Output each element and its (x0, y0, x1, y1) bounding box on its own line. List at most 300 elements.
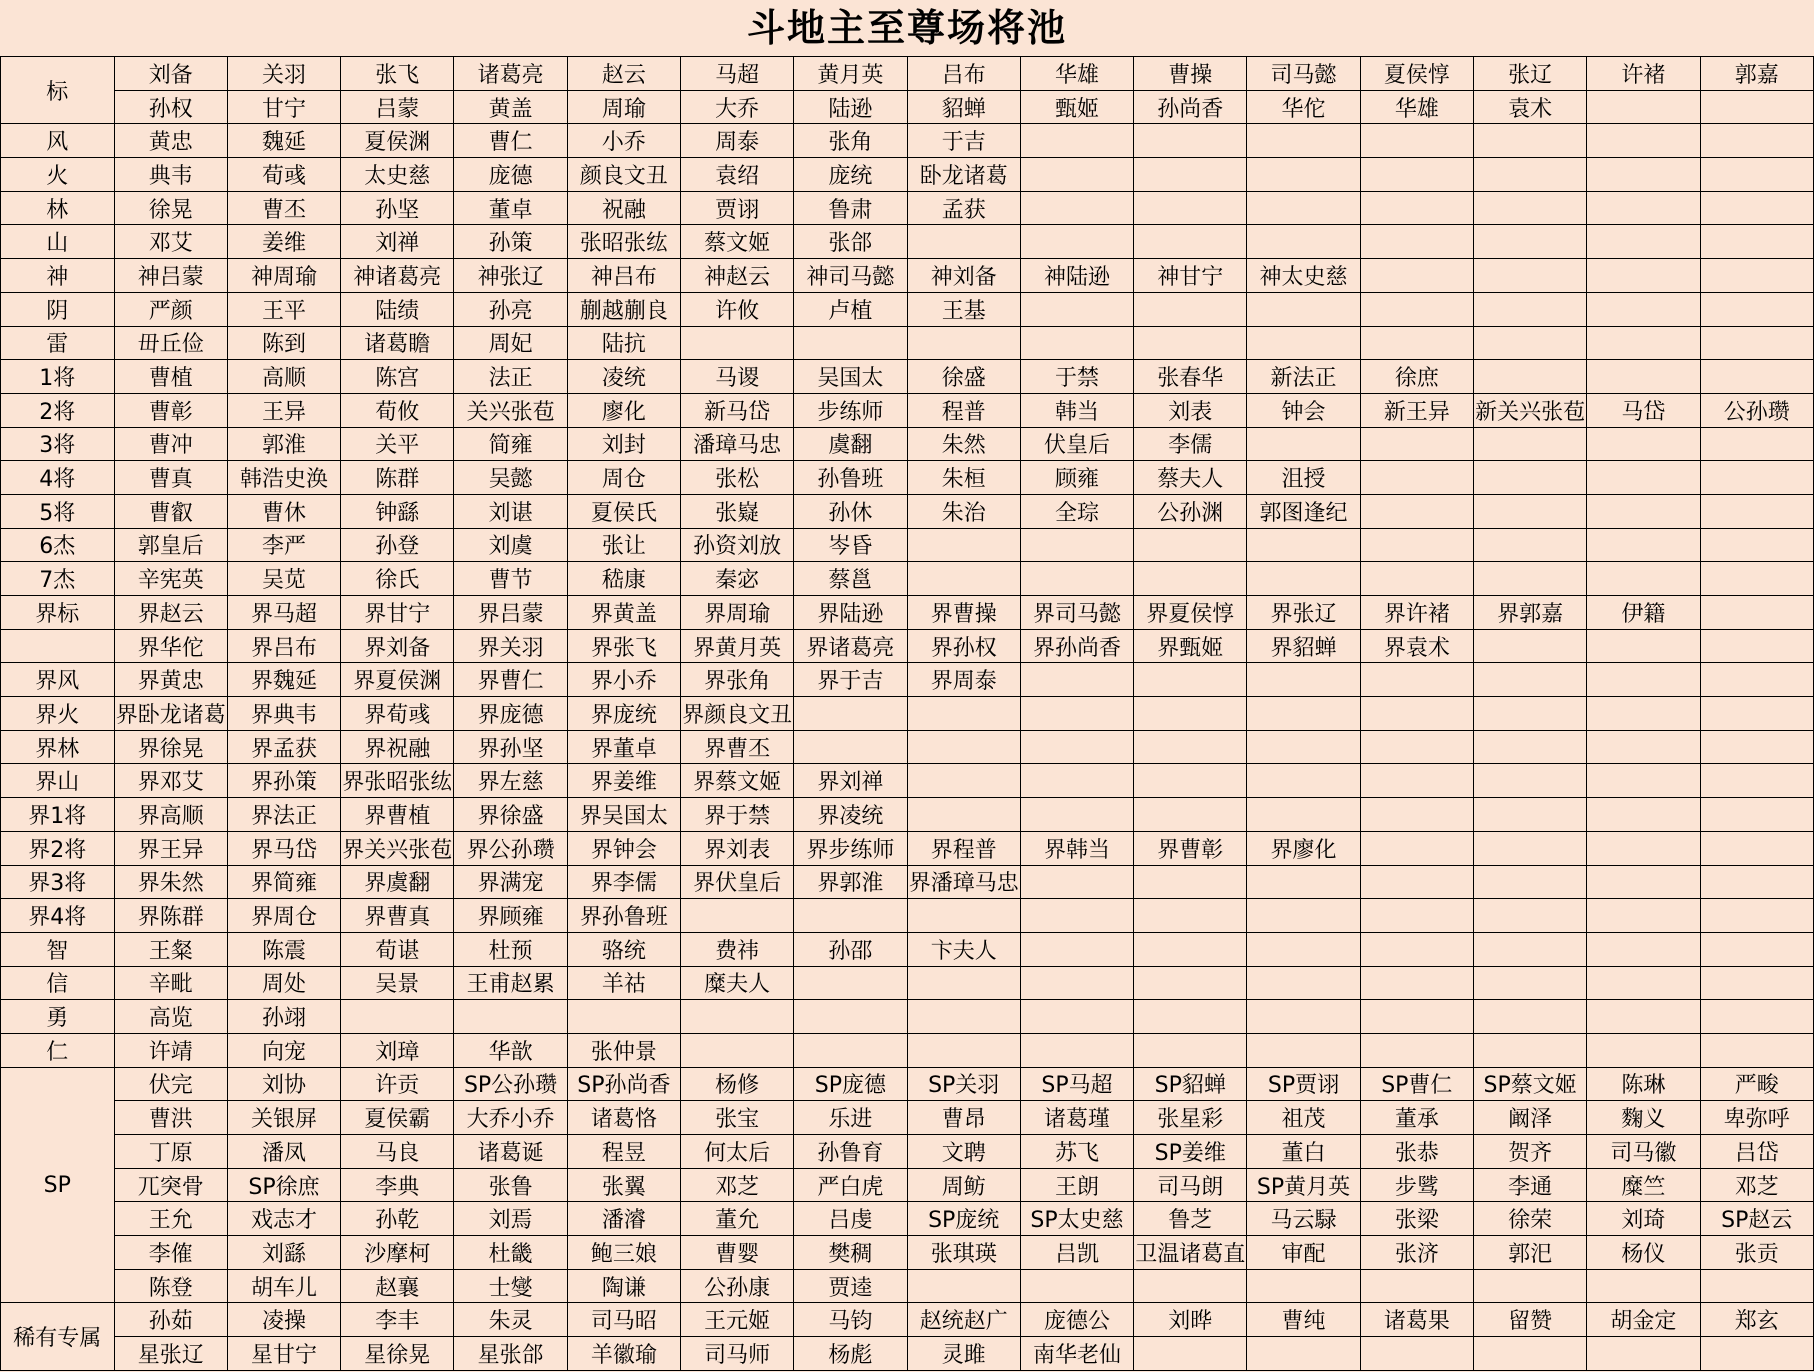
hero-cell: 马岱 (1587, 393, 1700, 427)
category-label: 界山 (1, 764, 115, 798)
category-label: 界3将 (1, 865, 115, 899)
hero-cell: 孙亮 (454, 292, 567, 326)
hero-cell (1587, 326, 1700, 360)
hero-cell: 司马朗 (1134, 1168, 1247, 1202)
table-row (1, 1303, 1814, 1337)
hero-cell: 李儒 (1134, 427, 1247, 461)
hero-cell: 糜夫人 (681, 966, 794, 1000)
hero-cell: 陆抗 (567, 326, 680, 360)
hero-cell (1473, 360, 1586, 394)
hero-cell: 程普 (907, 393, 1020, 427)
hero-cell (1700, 225, 1813, 259)
hero-cell: 界张辽 (1247, 596, 1360, 630)
hero-cell (1360, 225, 1473, 259)
hero-cell: 星甘宁 (227, 1337, 340, 1371)
hero-cell (1587, 697, 1700, 731)
hero-cell: 界于禁 (681, 798, 794, 832)
hero-cell: 虞翻 (794, 427, 907, 461)
category-label: 3将 (1, 427, 115, 461)
hero-cell: 周仓 (567, 461, 680, 495)
hero-cell: 庞德公 (1020, 1303, 1133, 1337)
hero-cell (1700, 663, 1813, 697)
hero-cell: 赵襄 (341, 1269, 454, 1303)
hero-cell: 董白 (1247, 1135, 1360, 1169)
hero-cell: 关银屏 (227, 1101, 340, 1135)
hero-cell: 王粲 (114, 932, 227, 966)
hero-cell: 卫温诸葛直 (1134, 1236, 1247, 1270)
hero-cell: SP关羽 (907, 1067, 1020, 1101)
category-label: 标 (1, 57, 115, 124)
hero-cell: 张松 (681, 461, 794, 495)
hero-cell: 诸葛瑾 (1020, 1101, 1133, 1135)
hero-cell (794, 1000, 907, 1034)
category-label (1, 629, 115, 663)
hero-cell (1700, 259, 1813, 293)
hero-cell (1247, 326, 1360, 360)
hero-cell: 界步练师 (794, 831, 907, 865)
hero-cell: 神吕蒙 (114, 259, 227, 293)
hero-cell: 界简雍 (227, 865, 340, 899)
hero-cell: 郭淮 (227, 427, 340, 461)
hero-cell: 邓芝 (1700, 1168, 1813, 1202)
hero-cell: 苏飞 (1020, 1135, 1133, 1169)
category-label: 信 (1, 966, 115, 1000)
hero-cell: 吴景 (341, 966, 454, 1000)
hero-cell: 界左慈 (454, 764, 567, 798)
hero-cell: 祖茂 (1247, 1101, 1360, 1135)
table-row (1, 158, 1814, 192)
hero-cell: 于吉 (907, 124, 1020, 158)
hero-cell: 界刘表 (681, 831, 794, 865)
hero-cell: SP徐庶 (227, 1168, 340, 1202)
hero-cell: 界华佗 (114, 629, 227, 663)
hero-cell: 张昭张纮 (567, 225, 680, 259)
hero-cell (1134, 225, 1247, 259)
hero-cell (907, 730, 1020, 764)
hero-cell: 界张昭张纮 (341, 764, 454, 798)
hero-cell: 张让 (567, 528, 680, 562)
hero-cell: 新王异 (1360, 393, 1473, 427)
hero-cell (1587, 562, 1700, 596)
hero-cell: 王平 (227, 292, 340, 326)
hero-cell: 界顾雍 (454, 899, 567, 933)
table-row (1, 831, 1814, 865)
hero-cell: 马谡 (681, 360, 794, 394)
hero-cell: 孙鲁班 (794, 461, 907, 495)
hero-cell (1473, 562, 1586, 596)
table-row (1, 528, 1814, 562)
hero-cell (1020, 528, 1133, 562)
hero-cell: 留赞 (1473, 1303, 1586, 1337)
hero-cell (1700, 292, 1813, 326)
hero-cell: 夏侯惇 (1360, 57, 1473, 91)
category-label: 火 (1, 158, 115, 192)
hero-cell (1473, 932, 1586, 966)
category-label: 6杰 (1, 528, 115, 562)
hero-cell: 张辽 (1473, 57, 1586, 91)
hero-cell: 赵统赵广 (907, 1303, 1020, 1337)
hero-cell (1020, 292, 1133, 326)
hero-cell: 孙邵 (794, 932, 907, 966)
hero-cell (907, 697, 1020, 731)
hero-cell (1587, 90, 1700, 124)
hero-cell (1247, 966, 1360, 1000)
hero-cell (1247, 562, 1360, 596)
hero-cell (794, 1033, 907, 1067)
category-label: 山 (1, 225, 115, 259)
hero-cell (1360, 124, 1473, 158)
hero-cell: 界典韦 (227, 697, 340, 731)
hero-cell: 貂蝉 (907, 90, 1020, 124)
hero-cell (1587, 124, 1700, 158)
hero-cell: 周妃 (454, 326, 567, 360)
hero-cell: 丁原 (114, 1135, 227, 1169)
hero-cell (681, 326, 794, 360)
hero-cell: 界颜良文丑 (681, 697, 794, 731)
hero-cell: 太史慈 (341, 158, 454, 192)
hero-cell (1587, 427, 1700, 461)
hero-cell (1360, 427, 1473, 461)
hero-cell (1700, 629, 1813, 663)
hero-cell (1700, 596, 1813, 630)
hero-cell (1700, 697, 1813, 731)
hero-cell (907, 899, 1020, 933)
hero-cell (1247, 225, 1360, 259)
hero-cell (1360, 966, 1473, 1000)
hero-cell: 星徐晃 (341, 1337, 454, 1371)
hero-cell: 鲁芝 (1134, 1202, 1247, 1236)
hero-cell (1020, 798, 1133, 832)
hero-cell: 界刘备 (341, 629, 454, 663)
hero-cell: 吕岱 (1700, 1135, 1813, 1169)
table-row (1, 259, 1814, 293)
hero-cell (1700, 798, 1813, 832)
hero-cell (1247, 730, 1360, 764)
hero-cell (1020, 697, 1133, 731)
hero-cell: 庞德 (454, 158, 567, 192)
hero-cell (1134, 730, 1247, 764)
hero-cell: 诸葛恪 (567, 1101, 680, 1135)
hero-cell (1134, 1033, 1247, 1067)
category-label: 7杰 (1, 562, 115, 596)
hero-cell (1247, 764, 1360, 798)
hero-cell: 界赵云 (114, 596, 227, 630)
hero-cell: 王朗 (1020, 1168, 1133, 1202)
hero-cell: 界曹丕 (681, 730, 794, 764)
hero-cell: 神张辽 (454, 259, 567, 293)
hero-cell: 大乔 (681, 90, 794, 124)
hero-cell: 曹操 (1134, 57, 1247, 91)
hero-cell: SP赵云 (1700, 1202, 1813, 1236)
hero-cell: 界马岱 (227, 831, 340, 865)
hero-cell: 界曹植 (341, 798, 454, 832)
hero-cell: 全琮 (1020, 494, 1133, 528)
hero-cell: 毌丘俭 (114, 326, 227, 360)
category-label: 2将 (1, 393, 115, 427)
table-row (1, 57, 1814, 91)
category-label: 界标 (1, 596, 115, 630)
hero-cell (1360, 292, 1473, 326)
hero-cell (1134, 764, 1247, 798)
hero-cell: 朱灵 (454, 1303, 567, 1337)
hero-cell: 简雍 (454, 427, 567, 461)
hero-cell (1587, 259, 1700, 293)
hero-cell: 界郭嘉 (1473, 596, 1586, 630)
hero-cell (1134, 899, 1247, 933)
category-label: 雷 (1, 326, 115, 360)
hero-cell (1360, 730, 1473, 764)
hero-cell: 严白虎 (794, 1168, 907, 1202)
hero-cell (1134, 1269, 1247, 1303)
category-label: 界4将 (1, 899, 115, 933)
hero-cell: 界曹仁 (454, 663, 567, 697)
category-label: 勇 (1, 1000, 115, 1034)
hero-cell: 胡金定 (1587, 1303, 1700, 1337)
hero-cell: 界吕蒙 (454, 596, 567, 630)
hero-cell (1587, 1033, 1700, 1067)
hero-cell: 关平 (341, 427, 454, 461)
hero-cell: 界刘禅 (794, 764, 907, 798)
hero-cell: 蔡邕 (794, 562, 907, 596)
hero-cell: 新法正 (1247, 360, 1360, 394)
hero-cell: 李傕 (114, 1236, 227, 1270)
table-row (1, 1236, 1814, 1270)
hero-cell (1587, 292, 1700, 326)
hero-cell (1473, 259, 1586, 293)
hero-cell: 马云騄 (1247, 1202, 1360, 1236)
hero-cell: 界卧龙诸葛 (114, 697, 227, 731)
hero-cell: 羊徽瑜 (567, 1337, 680, 1371)
hero-cell (907, 562, 1020, 596)
hero-cell (1700, 124, 1813, 158)
hero-cell: 灵雎 (907, 1337, 1020, 1371)
hero-cell (1247, 1269, 1360, 1303)
table-body (1, 57, 1814, 1371)
hero-cell: 兀突骨 (114, 1168, 227, 1202)
hero-cell: 神吕布 (567, 259, 680, 293)
table-row (1, 1101, 1814, 1135)
hero-cell: 韩当 (1020, 393, 1133, 427)
hero-cell (1360, 562, 1473, 596)
hero-cell (1700, 494, 1813, 528)
hero-cell (1700, 562, 1813, 596)
hero-cell (1587, 899, 1700, 933)
hero-cell: 审配 (1247, 1236, 1360, 1270)
hero-cell: 蒯越蒯良 (567, 292, 680, 326)
hero-cell (1360, 663, 1473, 697)
hero-cell (1134, 528, 1247, 562)
hero-cell: 邓艾 (114, 225, 227, 259)
hero-cell: 司马昭 (567, 1303, 680, 1337)
hero-cell: 糜竺 (1587, 1168, 1700, 1202)
hero-cell: 周瑜 (567, 90, 680, 124)
hero-cell: 界李儒 (567, 865, 680, 899)
hero-cell: 界关羽 (454, 629, 567, 663)
hero-cell: 袁绍 (681, 158, 794, 192)
table-row (1, 1033, 1814, 1067)
hero-cell: 董承 (1360, 1101, 1473, 1135)
hero-cell: SP姜维 (1134, 1135, 1247, 1169)
hero-cell: 许褚 (1587, 57, 1700, 91)
hero-cell: 曹纯 (1247, 1303, 1360, 1337)
hero-cell: 曹彰 (114, 393, 227, 427)
hero-cell: 曹仁 (454, 124, 567, 158)
category-label: 智 (1, 932, 115, 966)
hero-cell (1700, 326, 1813, 360)
hero-cell (794, 730, 907, 764)
hero-cell (1473, 798, 1586, 832)
hero-cell: 姜维 (227, 225, 340, 259)
hero-cell: 张贡 (1700, 1236, 1813, 1270)
hero-cell: 界孙权 (907, 629, 1020, 663)
hero-cell (1587, 1000, 1700, 1034)
hero-cell (1587, 494, 1700, 528)
hero-cell: 郭汜 (1473, 1236, 1586, 1270)
hero-cell: 孙登 (341, 528, 454, 562)
hero-cell (1473, 966, 1586, 1000)
hero-cell: 麴义 (1587, 1101, 1700, 1135)
category-label: 界2将 (1, 831, 115, 865)
hero-cell: 司马师 (681, 1337, 794, 1371)
table-row (1, 764, 1814, 798)
hero-cell: 曹休 (227, 494, 340, 528)
hero-cell (1247, 798, 1360, 832)
hero-cell: 刘封 (567, 427, 680, 461)
hero-cell: 伏皇后 (1020, 427, 1133, 461)
hero-cell: 华雄 (1360, 90, 1473, 124)
hero-cell: 潘璋马忠 (681, 427, 794, 461)
hero-cell (1360, 831, 1473, 865)
hero-cell: 界许褚 (1360, 596, 1473, 630)
hero-cell: 卧龙诸葛 (907, 158, 1020, 192)
hero-cell (1247, 1337, 1360, 1371)
hero-cell (1587, 225, 1700, 259)
hero-cell: 界孙坚 (454, 730, 567, 764)
table-row (1, 1337, 1814, 1371)
hero-cell: 界徐盛 (454, 798, 567, 832)
hero-cell (794, 966, 907, 1000)
hero-cell: 界廖化 (1247, 831, 1360, 865)
hero-cell: 界夏侯渊 (341, 663, 454, 697)
hero-cell: 界曹操 (907, 596, 1020, 630)
hero-cell (1134, 663, 1247, 697)
hero-cell (1700, 90, 1813, 124)
hero-cell: 陆逊 (794, 90, 907, 124)
hero-cell (1247, 427, 1360, 461)
hero-cell (1134, 1337, 1247, 1371)
hero-cell: 神赵云 (681, 259, 794, 293)
hero-cell: 顾雍 (1020, 461, 1133, 495)
category-label: 4将 (1, 461, 115, 495)
hero-cell: 张梁 (1360, 1202, 1473, 1236)
hero-cell: 曹节 (454, 562, 567, 596)
hero-cell (1360, 865, 1473, 899)
hero-cell: 乐进 (794, 1101, 907, 1135)
hero-cell (1700, 191, 1813, 225)
hero-cell (1700, 730, 1813, 764)
hero-cell: 郑玄 (1700, 1303, 1813, 1337)
hero-cell: 界程普 (907, 831, 1020, 865)
hero-cell: 华歆 (454, 1033, 567, 1067)
hero-cell: 界于吉 (794, 663, 907, 697)
hero-cell: 神陆逊 (1020, 259, 1133, 293)
hero-cell (1700, 427, 1813, 461)
hero-cell: 廖化 (567, 393, 680, 427)
category-label: 阴 (1, 292, 115, 326)
hero-cell: 司马徽 (1587, 1135, 1700, 1169)
table-row (1, 865, 1814, 899)
category-label: 界1将 (1, 798, 115, 832)
hero-cell: 小乔 (567, 124, 680, 158)
table-row (1, 899, 1814, 933)
table-row (1, 697, 1814, 731)
hero-cell: 步骘 (1360, 1168, 1473, 1202)
hero-cell: 王甫赵累 (454, 966, 567, 1000)
hero-cell: 卑弥呼 (1700, 1101, 1813, 1135)
hero-cell: 张翼 (567, 1168, 680, 1202)
hero-cell (1473, 697, 1586, 731)
hero-cell: 界黄盖 (567, 596, 680, 630)
hero-cell: 界蔡文姬 (681, 764, 794, 798)
hero-cell: 樊稠 (794, 1236, 907, 1270)
hero-cell: 张鲁 (454, 1168, 567, 1202)
hero-cell: 关羽 (227, 57, 340, 91)
hero-cell: 贺齐 (1473, 1135, 1586, 1169)
hero-cell: 诸葛亮 (454, 57, 567, 91)
hero-cell: 杜预 (454, 932, 567, 966)
hero-cell (1020, 663, 1133, 697)
hero-cell: 甘宁 (227, 90, 340, 124)
hero-cell (1247, 292, 1360, 326)
hero-cell (1134, 158, 1247, 192)
hero-cell (1020, 191, 1133, 225)
hero-cell (1473, 124, 1586, 158)
hero-cell: 吕蒙 (341, 90, 454, 124)
hero-cell (1020, 966, 1133, 1000)
hero-cell: 陈琳 (1587, 1067, 1700, 1101)
hero-cell (1587, 730, 1700, 764)
hero-cell: 李严 (227, 528, 340, 562)
hero-cell: 界姜维 (567, 764, 680, 798)
hero-cell (1473, 865, 1586, 899)
hero-pool-table (0, 56, 1814, 1371)
hero-cell: 界吴国太 (567, 798, 680, 832)
hero-cell (1700, 899, 1813, 933)
hero-cell: 辛宪英 (114, 562, 227, 596)
hero-cell (1134, 326, 1247, 360)
hero-cell: 孙翊 (227, 1000, 340, 1034)
hero-cell (907, 1269, 1020, 1303)
hero-cell: 周鲂 (907, 1168, 1020, 1202)
hero-cell (1700, 932, 1813, 966)
hero-cell: 界庞德 (454, 697, 567, 731)
hero-cell: 曹植 (114, 360, 227, 394)
hero-cell (907, 798, 1020, 832)
hero-cell: 王允 (114, 1202, 227, 1236)
hero-cell: 刘备 (114, 57, 227, 91)
hero-cell: 徐荣 (1473, 1202, 1586, 1236)
hero-cell: 界曹真 (341, 899, 454, 933)
hero-cell: 孙权 (114, 90, 227, 124)
hero-cell: 公孙瓒 (1700, 393, 1813, 427)
hero-cell: 荀谌 (341, 932, 454, 966)
hero-cell: 界祝融 (341, 730, 454, 764)
hero-cell (1473, 528, 1586, 562)
hero-cell (1473, 494, 1586, 528)
hero-cell (1587, 764, 1700, 798)
hero-cell (1360, 1337, 1473, 1371)
hero-cell: 钟繇 (341, 494, 454, 528)
